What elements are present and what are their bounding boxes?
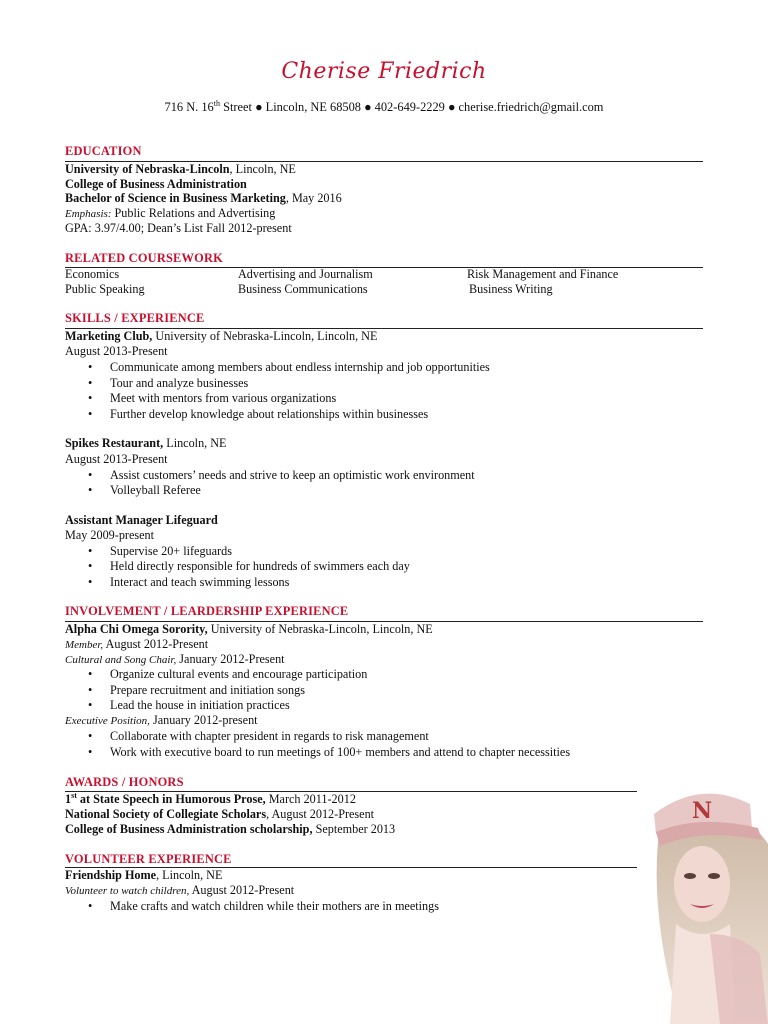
section-heading-involvement: INVOLVEMENT / LEARDERSHIP EXPERIENCE [65,604,349,618]
school-name: University of Nebraska-Lincoln [65,162,230,176]
job-title-line [65,329,377,344]
bullet-icon: • [88,360,93,374]
org-location: University of Nebraska-Lincoln, Lincoln, NE [207,622,433,636]
bullet-icon: • [88,544,93,558]
bullet-icon: • [88,407,93,421]
award-rank: 1 [65,792,72,806]
award-line [65,792,356,807]
bullet-icon: • [88,559,93,573]
bullet-text: Meet with mentors from various organizations [110,391,337,405]
role-line [65,637,208,653]
course-item: Public Speaking [65,282,145,296]
course-item: Advertising and Journalism [238,267,373,281]
job-title: Marketing Club, [65,329,153,343]
section-heading-awards: AWARDS / HONORS [65,775,184,789]
bullet-icon: • [88,483,93,497]
org-line [65,868,222,883]
section-heading-volunteer: VOLUNTEER EXPERIENCE [65,852,232,866]
role-date: January 2012-Present [176,652,285,666]
course-item: Economics [65,267,120,281]
bullet-icon: • [88,899,93,913]
bullet-text: Communicate among members about endless internship and job opportunities [110,360,490,374]
bullet-text: Further develop knowledge about relationships within businesses [110,407,429,421]
bullet-text: Supervise 20+ lifeguards [110,544,232,558]
job-location: University of Nebraska-Lincoln, Lincoln, NE [152,329,378,343]
gpa-line: GPA: 3.97/4.00; Dean’s List Fall 2012-present [65,221,292,235]
role-label: Cultural and Song Chair, [65,654,177,666]
job-location: Lincoln, NE [163,436,227,450]
job-title: Assistant Manager Lifeguard [65,513,218,527]
org-line [65,622,433,637]
role-line [65,713,258,729]
award-rank-suffix: st [71,790,77,800]
section-heading-skills: SKILLS / EXPERIENCE [65,311,205,325]
cap-letter: N [691,798,713,824]
bullet-text: Volleyball Referee [110,483,201,497]
award-line [65,822,395,837]
emphasis-label: Emphasis: [65,208,112,220]
emphasis-line [65,206,275,222]
emphasis-value: Public Relations and Advertising [111,206,276,220]
job-title: Spikes Restaurant, [65,436,164,450]
bullet-text: Work with executive board to run meetings of 100+ members and attend to chapter necessities [110,745,571,759]
role-date: January 2012-present [149,713,258,727]
award-title: College of Business Administration scholarship, [65,822,313,836]
bullet-text: Lead the house in initiation practices [110,698,290,712]
bullet-text: Assist customers’ needs and strive to keep an optimistic work environment [110,468,475,482]
bullet-icon: • [88,745,93,759]
resume-name: Cherise Friedrich [281,59,487,84]
role-line [65,883,294,899]
bullet-icon: • [88,698,93,712]
college-line: College of Business Administration [65,177,247,191]
bullet-text: Interact and teach swimming lessons [110,575,290,589]
award-title: National Society of Collegiate Scholars [65,807,267,821]
address-superscript: th [213,98,220,108]
job-date: May 2009-present [65,528,155,542]
course-item: Business Communications [238,282,368,296]
bullet-icon: • [88,667,93,681]
address-part: 716 N. 16 [164,100,214,114]
job-date: August 2013-Present [65,452,168,466]
contact-line [0,100,768,115]
award-date: March 2011-2012 [265,792,356,806]
course-item: Business Writing [469,282,553,296]
org-name: Friendship Home [65,868,157,882]
bullet-text: Make crafts and watch children while their mothers are in meetings [110,899,439,913]
school-location: , Lincoln, NE [229,162,296,176]
bullet-icon: • [88,729,93,743]
bullet-text: Tour and analyze businesses [110,376,249,390]
award-date: September 2013 [312,822,396,836]
org-location: , Lincoln, NE [156,868,223,882]
degree-date: , May 2016 [285,191,342,205]
role-date: August 2012-Present [103,637,209,651]
section-heading-coursework: RELATED COURSEWORK [65,251,223,265]
school-line [65,162,296,177]
role-label: Member, [65,639,104,651]
award-title: at State Speech in Humorous Prose, [76,792,266,806]
award-line [65,807,374,822]
bullet-text: Held directly responsible for hundreds of swimmers each day [110,559,410,573]
role-label: Volunteer to watch children, [65,885,190,897]
role-date: August 2012-Present [189,883,295,897]
award-date: , August 2012-Present [266,807,375,821]
bullet-text: Prepare recruitment and initiation songs [110,683,305,697]
bullet-icon: • [88,376,93,390]
role-label: Executive Position, [65,715,150,727]
bullet-text: Organize cultural events and encourage participation [110,667,368,681]
org-name: Alpha Chi Omega Sorority, [65,622,208,636]
bullet-icon: • [88,468,93,482]
bullet-icon: • [88,391,93,405]
bullet-text: Collaborate with chapter president in regards to risk management [110,729,429,743]
degree-line [65,191,342,206]
degree-name: Bachelor of Science in Business Marketing [65,191,286,205]
profile-photo [640,784,768,1024]
role-line [65,652,285,668]
bullet-icon: • [88,575,93,589]
job-date: August 2013-Present [65,344,168,358]
contact-details: Street ● Lincoln, NE 68508 ● 402-649-2229 ● cherise.friedrich@gmail.com [219,100,604,114]
job-title-line [65,436,227,451]
section-heading-education: EDUCATION [65,144,142,158]
course-item: Risk Management and Finance [467,267,619,281]
bullet-icon: • [88,683,93,697]
